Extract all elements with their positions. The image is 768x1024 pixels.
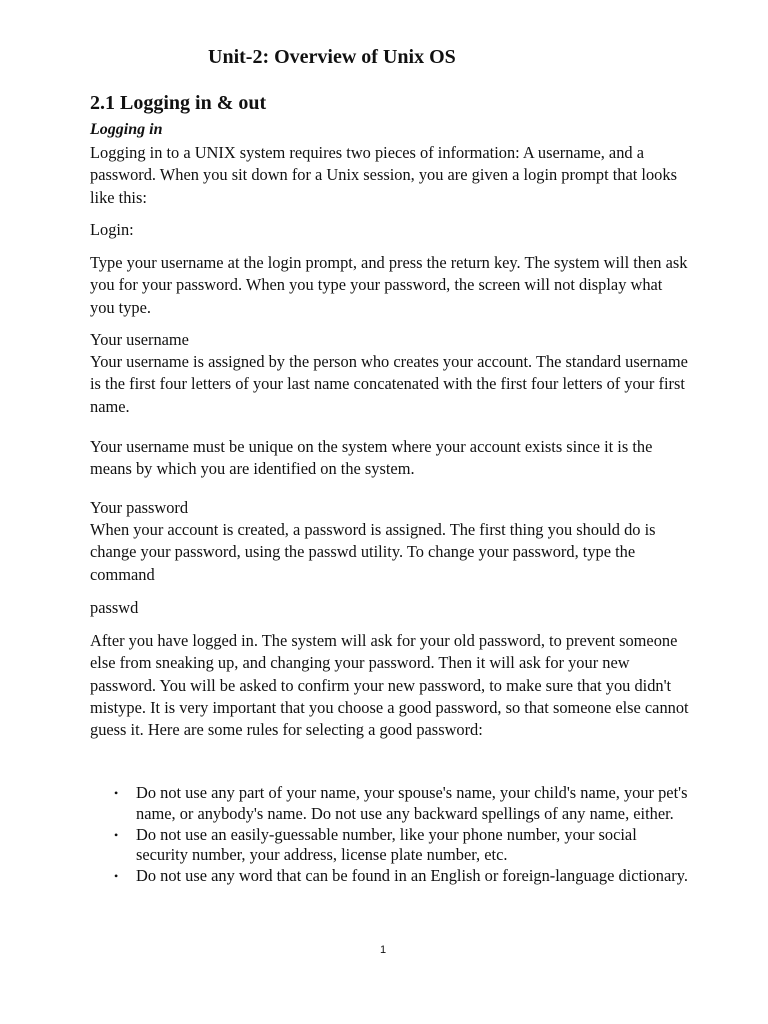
paragraph-after-login: After you have logged in. The system will ask for your old password, to prevent someone else from sneaking up, and changing your password. Then it will ask for your new password. You will be asked to confirm your new password, to make sure that you didn't mistype. It is very important that you choose a good password, so that someone else cannot guess it. Here are some rules for selecting a good password: xyxy=(90,631,689,740)
paragraph-username-assigned: Your username is assigned by the person who creates your account. The standard username is the first four letters of your last name concatenated with the first four letters of your first name. xyxy=(90,352,688,416)
paragraph-intro: Logging in to a UNIX system requires two pieces of information: A username, and a password. When you sit down for a Unix session, you are given a login prompt that looks like this: xyxy=(90,143,677,207)
subheading-logging-in: Logging in xyxy=(90,121,163,138)
bullet-icon: • xyxy=(114,786,119,800)
list-item xyxy=(90,866,690,887)
paragraph-passwd-command: passwd xyxy=(90,598,139,617)
list-item-text: Do not use any word that can be found in an English or foreign-language dictionary. xyxy=(136,866,688,886)
document-title: Unit-2: Overview of Unix OS xyxy=(208,46,456,68)
paragraph-login-prompt: Login: xyxy=(90,220,134,239)
page-number: 1 xyxy=(380,944,387,956)
list-item xyxy=(90,783,690,825)
paragraph-username-unique: Your username must be unique on the system where your account exists since it is the means by which you are identified on the system. xyxy=(90,437,653,479)
bullet-icon: • xyxy=(114,869,119,884)
bullet-icon: • xyxy=(114,827,119,842)
list-item xyxy=(90,825,690,867)
paragraph-type-username: Type your username at the login prompt, and press the return key. The system will then ask you for your password. When you type your password, the screen will not display what you type. xyxy=(90,253,688,317)
password-rules-list xyxy=(90,783,690,887)
section-heading: 2.1 Logging in & out xyxy=(90,92,267,114)
label-your-username: Your username xyxy=(90,330,189,349)
list-item-text: Do not use any part of your name, your spouse's name, your child's name, your pet's name, or anybody's name. Do not use any backward spellings of any name, either. xyxy=(136,783,688,823)
list-item-text: Do not use an easily-guessable number, like your phone number, your social security number, your address, license plate number, etc. xyxy=(136,824,637,865)
paragraph-password-assigned: When your account is created, a password is assigned. The first thing you should do is change your password, using the passwd utility. To change your password, type the command xyxy=(90,520,656,584)
label-your-password: Your password xyxy=(90,498,189,517)
